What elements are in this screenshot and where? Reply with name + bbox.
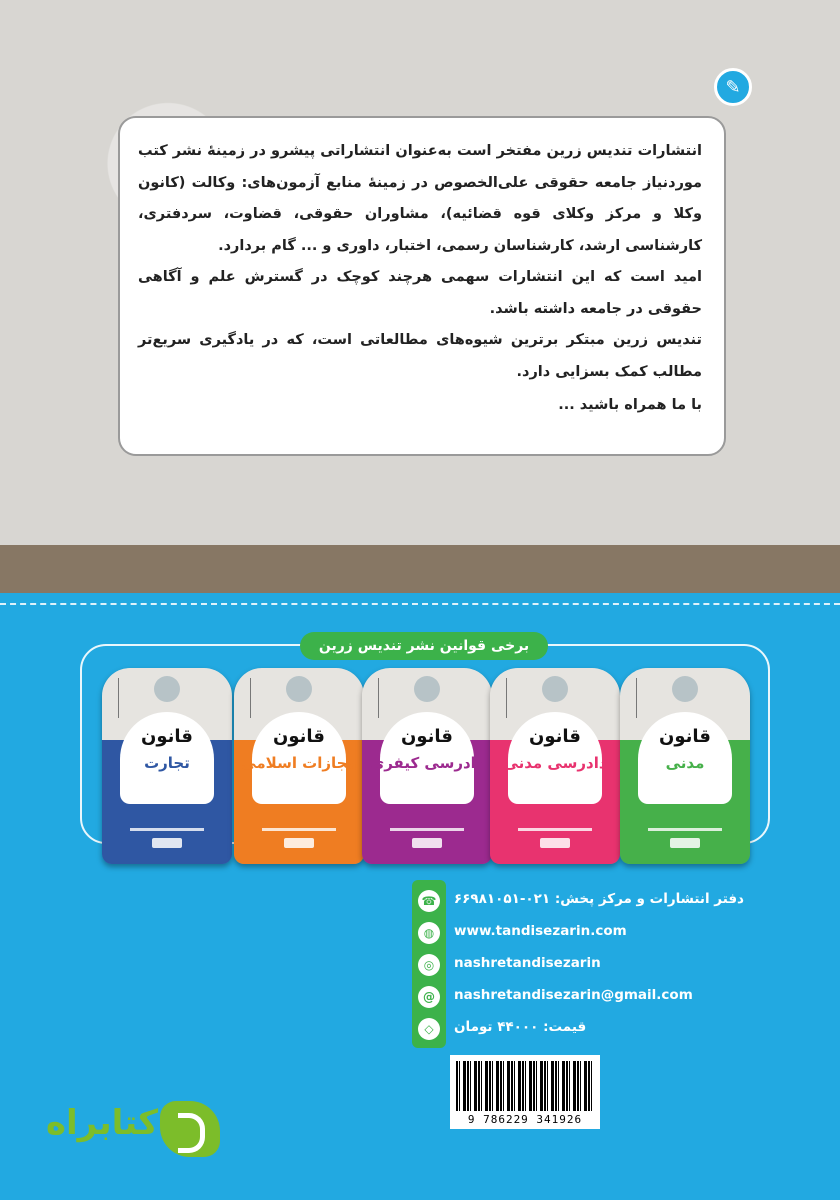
- publisher-mark-icon: [412, 838, 442, 848]
- ornament-icon: [414, 676, 440, 702]
- ketabrah-logo: [40, 1095, 220, 1165]
- book-title-sub: مجازات اسلامی: [241, 754, 357, 772]
- book-title-main: قانون: [529, 726, 581, 747]
- book-cover-dadrasi-keyfari[interactable]: [362, 668, 492, 864]
- description-paragraph-3: تندیس زرین مبتکر برترین شیوه‌های مطالعاتی است، که در یادگیری سریع‌تر مطالب کمک بسزایی دارد.: [138, 332, 702, 380]
- barcode-number: 9 786229 341926: [467, 1113, 583, 1126]
- contact-row-price: [412, 1016, 730, 1042]
- publisher-mark-icon: [152, 838, 182, 848]
- series-heading: برخی قوانین نشر تندیس زرین: [300, 632, 548, 660]
- globe-icon: ◍: [418, 922, 440, 944]
- ketabrah-logo-icon: [160, 1101, 220, 1157]
- divider-band: [0, 545, 840, 593]
- isbn-barcode: [450, 1055, 600, 1129]
- phone-text: دفتر انتشارات و مرکز پخش: ۰۲۱-۶۶۹۸۱۰۵۱: [453, 891, 744, 907]
- ornament-icon: [542, 676, 568, 702]
- publisher-description-bubble: [118, 116, 726, 456]
- phone-icon: ☎: [418, 890, 440, 912]
- book-cover-dadrasi-madani[interactable]: [490, 668, 620, 864]
- book-title-sub: مدنی: [665, 754, 705, 772]
- contact-row-instagram[interactable]: [412, 952, 730, 978]
- publisher-badge-icon: ✎: [714, 68, 752, 106]
- description-paragraph-1: انتشارات تندیس زرین مفتخر است به‌عنوان انتشاراتی پیشرو در زمینهٔ نشر کتب موردنیاز جامعه حقوقی علی‌الخصوص در زمینهٔ منابع آزمون‌های: وکالت (کانون وکلا و مرکز وکلای قوه قضائیه)، مشاوران حقوقی، قضاوت، سردفتری، کارشناسی ارشد، کارشناسان رسمی، اختبار، داوری و ... گام بردارد.: [138, 143, 702, 254]
- publisher-mark-icon: [670, 838, 700, 848]
- lantern-icon: [636, 678, 651, 718]
- contact-row-email[interactable]: [412, 984, 730, 1010]
- ketabrah-logo-text: کتابراه: [45, 1103, 158, 1143]
- book-cover-mojazat[interactable]: [234, 668, 364, 864]
- ornament-icon: [154, 676, 180, 702]
- book-title-sub: دادرسی کیفری: [370, 754, 484, 772]
- book-title-main: قانون: [401, 726, 453, 747]
- barcode-bars: [456, 1061, 594, 1111]
- price-text: قیمت: ۴۴۰۰۰ تومان: [454, 1019, 587, 1035]
- book-cover-tejarat[interactable]: [102, 668, 232, 864]
- book-cover-madani[interactable]: [620, 668, 750, 864]
- description-paragraph-2: امید است که این انتشارات سهمی هرچند کوچک در گسترش علم و آگاهی حقوقی در جامعه داشته باشد.: [138, 269, 702, 317]
- lantern-icon: [506, 678, 521, 718]
- lantern-icon: [378, 678, 393, 718]
- book-title-main: قانون: [141, 726, 193, 747]
- ornament-icon: [672, 676, 698, 702]
- instagram-handle[interactable]: nashretandisezarin: [454, 955, 601, 971]
- publisher-mark-icon: [540, 838, 570, 848]
- contact-row-phone: [412, 888, 744, 914]
- book-title-main: قانون: [659, 726, 711, 747]
- book-title-main: قانون: [273, 726, 325, 747]
- price-tag-icon: ◇: [418, 1018, 440, 1040]
- lantern-icon: [118, 678, 133, 718]
- book-title-sub: دادرسی مدنی: [503, 754, 607, 772]
- instagram-icon: ◎: [418, 954, 440, 976]
- lantern-icon: [250, 678, 265, 718]
- email-link[interactable]: nashretandisezarin@gmail.com: [454, 987, 693, 1003]
- at-icon: @: [418, 986, 440, 1008]
- website-link[interactable]: www.tandisezarin.com: [454, 923, 627, 939]
- contact-row-website[interactable]: [412, 920, 730, 946]
- ornament-icon: [286, 676, 312, 702]
- book-title-sub: تجارت: [144, 754, 190, 772]
- publisher-mark-icon: [284, 838, 314, 848]
- stitch-line: [0, 603, 840, 605]
- contact-block: [412, 880, 744, 1048]
- closing-line: با ما همراه باشید ...: [558, 397, 702, 413]
